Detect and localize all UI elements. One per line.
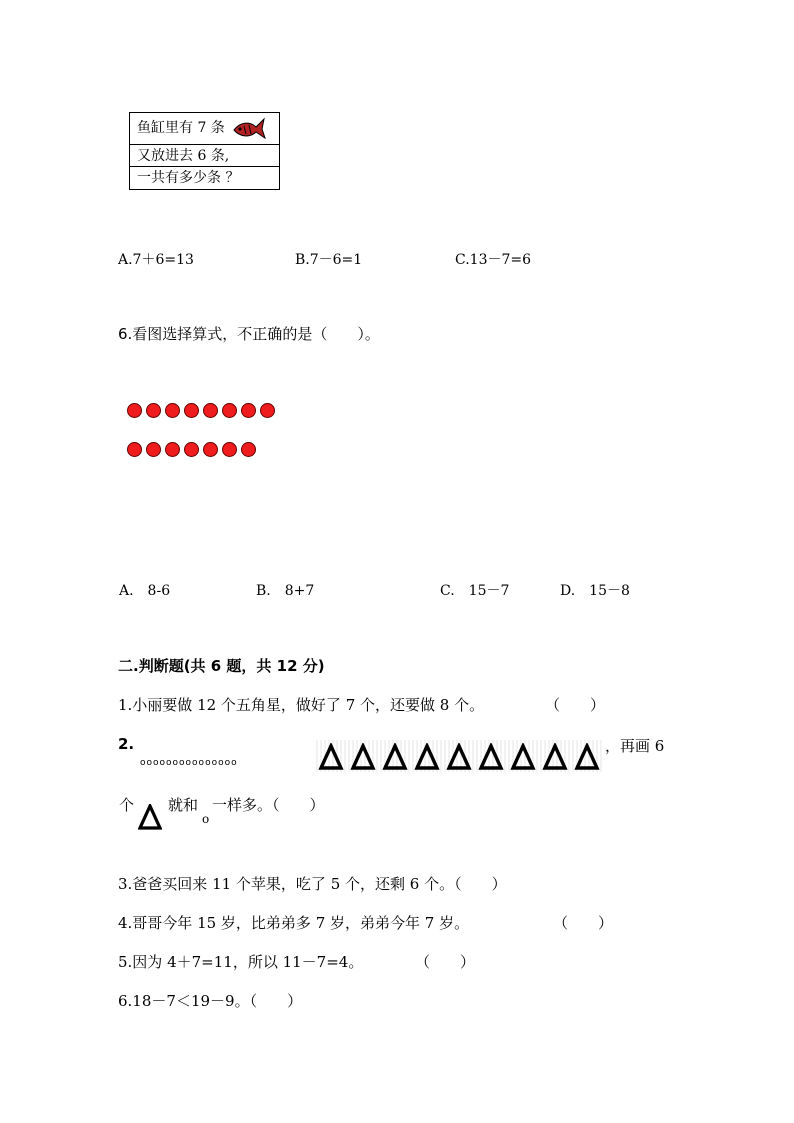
option-b: B.7－6=1 [295,252,363,268]
small-circles-row: ooooooooooooooo [140,758,238,768]
q6-option-b: B. 8+7 [256,583,315,599]
triangle-icon [318,743,344,771]
triangle-icon [574,743,600,771]
red-dot [127,442,142,457]
triangle-icon [414,743,440,771]
red-dot [184,403,199,418]
red-dot [222,442,237,457]
judge-q2-line2b: 就和 [168,796,199,814]
triangle-icon [510,743,536,771]
triangle-icon [350,743,376,771]
judge-q4: 4.哥哥今年 15 岁，比弟弟多 7 岁，弟弟今年 7 岁。 [118,914,470,932]
red-dot [241,442,256,457]
q6-option-a: A. 8-6 [119,583,171,599]
red-dot [165,442,180,457]
problem-box [129,112,280,190]
small-circle: o [202,812,210,826]
problem-line-2: 又放进去 6 条, [130,145,279,167]
red-dot [260,403,275,418]
triangle-icon [138,804,162,830]
judge-q5-paren: （ ） [415,953,476,971]
triangle-icon [542,743,568,771]
q6-option-c: C. 15－7 [440,583,510,599]
option-a: A.7＋6=13 [118,252,194,268]
section-title: 二.判断题(共 6 题，共 12 分) [118,657,325,675]
judge-q2-num: 2. [118,735,135,753]
fish-icon [232,116,266,140]
red-dot [241,403,256,418]
option-c: C.13－7=6 [455,252,532,268]
judge-q2-line2a: 个 [119,796,135,814]
red-dot [203,403,218,418]
judge-q5: 5.因为 4＋7=11，所以 11－7=4。 [118,953,364,971]
judge-q4-paren: （ ） [553,914,614,932]
red-dot [184,442,199,457]
problem-line-1-text: 鱼缸里有 7 条 [137,120,225,136]
judge-q2-line2c: 一样多。（ ） [212,796,325,814]
q6-option-d: D. 15－8 [560,583,630,599]
red-dot [165,403,180,418]
judge-q1-paren: （ ） [545,696,606,714]
triangle-icon [478,743,504,771]
judge-q2-after: ，再画 6 [605,737,665,755]
problem-line-3: 一共有多少条 ？ [137,170,240,186]
problem-line-1 [130,113,279,145]
judge-q1: 1.小丽要做 12 个五角星，做好了 7 个，还要做 8 个。 [118,696,485,714]
q6-question: 6.看图选择算式，不正确的是（ ）。 [118,325,380,343]
triangle-icon [382,743,408,771]
red-dot [203,442,218,457]
red-dot [146,442,161,457]
red-dot [222,403,237,418]
judge-q3: 3.爸爸买回来 11 个苹果，吃了 5 个，还剩 6 个。（ ） [118,875,507,893]
triangle-icon [446,743,472,771]
red-dot [127,403,142,418]
judge-q6: 6.18－7＜19－9。（ ） [118,992,303,1010]
red-dot [146,403,161,418]
